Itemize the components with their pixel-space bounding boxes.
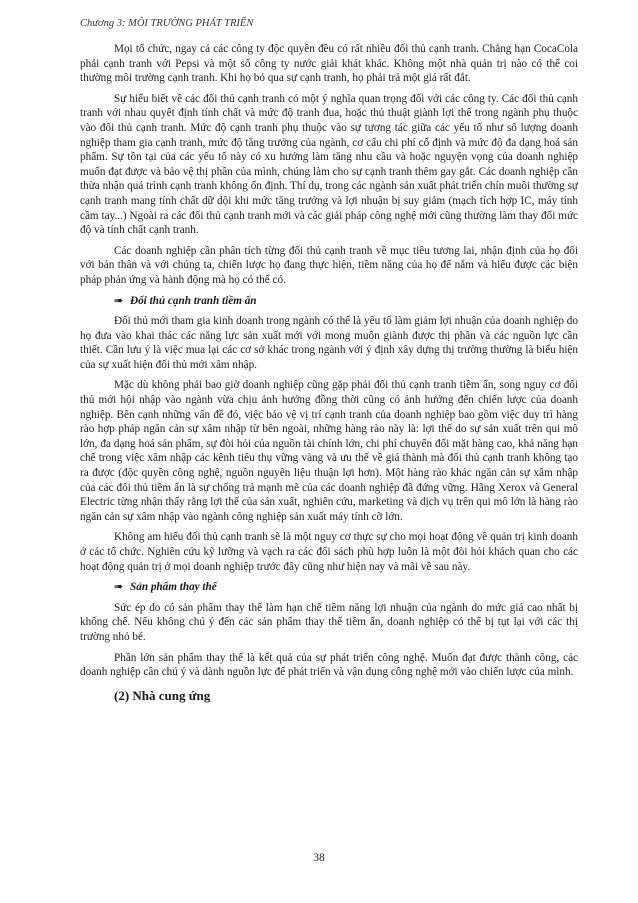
paragraph-substitute-pressure: Sức ép do có sản phẩm thay thế làm hạn chế tiềm năng lợi nhuận của ngành do mức giá cao nhất bị khống chế. Nếu không chú ý đến các sản phẩm thay thế tiềm ẩn, doanh nghiệp có thể bị tụt lại với các thị trường nhỏ bé.	[80, 601, 578, 643]
arrow-right-icon: ➠	[114, 581, 124, 594]
paragraph-competitor-analysis: Các doanh nghiệp cần phân tích từng đối thủ cạnh tranh về mục tiêu tương lai, nhận định của họ đối với bản thân và với chúng ta, chiến lược họ đang thực hiện, tiềm năng của họ để nắm và hiểu được các biện pháp phản ứng và hành động mà họ có thể có.	[80, 244, 578, 286]
section-heading-suppliers: (2) Nhà cung ứng	[114, 687, 211, 703]
paragraph-new-entrants: Đối thủ mới tham gia kinh doanh trong ngành có thể là yếu tố làm giảm lợi nhuận của doanh nghiệp do họ đưa vào khai thác các năng lực sản xuất mới với mong muốn giành được thị phần và các nguồn lực cần thiết. Cần lưu ý là việc mua lại các cơ sở khác trong ngành với ý định xây dựng thị trường thường là biểu hiện của sự xuất hiện đối thủ mới xâm nhập.	[80, 315, 578, 371]
running-header: Chương 3: MÔI TRƯỜNG PHÁT TRIỂN	[80, 18, 254, 29]
page-number: 38	[313, 852, 325, 864]
subheading-potential-competitors	[114, 294, 578, 309]
subheading-substitute-products	[114, 580, 578, 595]
page-body	[80, 42, 578, 704]
paragraph-competitor-risk: Không am hiểu đối thủ cạnh tranh sẽ là một nguy cơ thực sự cho mọi hoạt động về quản trị kinh doanh ở các tổ chức. Nghiên cứu kỹ lưỡng và vạch ra các đối sách phù hợp luôn là một đòi hỏi khách quan cho các hoạt động quản trị ở mọi doanh nghiệp trước đây cũng như hiện nay và mãi về sau này.	[80, 531, 578, 573]
subheading-text: Đối thủ cạnh tranh tiềm ẩn	[130, 294, 257, 307]
arrow-right-icon: ➠	[114, 294, 124, 307]
paragraph-entry-barriers: Mặc dù không phải bao giờ doanh nghiệp cũng gặp phải đối thủ cạnh tranh tiềm ẩn, song nguy cơ đối thủ mới hội nhập vào ngành vừa chịu ảnh hưởng đồng thời cũng có ảnh hưởng đến chiến lược của doanh nghiệp. Bên cạnh những vấn đề đó, việc bảo vệ vị trí cạnh tranh của doanh nghiệp bao gồm việc duy trì hàng rào hợp pháp ngăn cản sự xâm nhập từ bên ngoài, những hàng rào này là: lợi thế do sự sản xuất trên qui mô lớn, đa dạng hoá sản phẩm, sự đòi hỏi của nguồn tài chính lớn, chi phí chuyển đổi mặt hàng cao, khả năng hạn chế trong việc xâm nhập các kênh tiêu thụ vững vàng và ưu thế về giá thành mà đối thủ cạnh tranh không tạo ra được (độc quyền công nghệ, nguồn nguyên liệu thuận lợi hơn). Một hàng rào khác ngăn cản sự xâm nhập của các đối thủ tiềm ẩn là sự chống trả mạnh mẽ của các doanh nghiệp đã đứng vững. Hãng Xerox và General Electric từng nhận thấy rằng lợi thế của sản xuất, nghiên cứu, marketing và dịch vụ trên qui mô lớn là hàng rào ngăn cản sự xâm nhập vào ngành công nghiệp sản xuất máy tính cỡ lớn.	[80, 379, 578, 523]
paragraph-competition-intro: Mọi tổ chức, ngay cả các công ty độc quyền đều có rất nhiều đối thủ cạnh tranh. Chẳng hạn CocaCola phải cạnh tranh với Pepsi và một số công ty nước giải khát khác. Không một nhà quản trị nào có thể coi thường môi trường cạnh tranh. Khi họ bỏ qua sự cạnh tranh, họ phải trả một giá rất đắt.	[80, 43, 578, 85]
subheading-text: Sản phẩm thay thế	[130, 581, 217, 594]
paragraph-substitute-technology: Phần lớn sản phẩm thay thế là kết quả của sự phát triển công nghệ. Muốn đạt được thành công, các doanh nghiệp cần chú ý và dành nguồn lực để phát triển và vận dụng công nghệ mới vào chiến lược của mình.	[80, 651, 578, 679]
paragraph-competitor-knowledge: Sự hiểu biết về các đối thủ cạnh tranh có một ý nghĩa quan trọng đối với các công ty. Các đối thủ cạnh tranh với nhau quyết định tính chất và mức độ tranh đua, hoặc thủ thuật giành lợi thế trong ngành phụ thuộc vào đối thủ cạnh tranh. Mức độ cạnh tranh phụ thuộc vào sự tương tác giữa các yếu tố như số lượng doanh nghiệp tham gia cạnh tranh, mức độ tăng trưởng của ngành, cơ cấu chi phí cố định và mức độ đa dạng hoá sản phẩm. Sự tồn tại của các yếu tố này có xu hướng làm tăng nhu cầu và hoặc nguyện vọng của doanh nghiệp muốn đạt được và bảo vệ thị phần của mình, chúng làm cho sự cạnh tranh thêm gay gắt. Các doanh nghiệp cần thừa nhận quá trình cạnh tranh không ổn định. Thí dụ, trong các ngành sản xuất phát triển chín muồi thường sự cạnh tranh mang tính chất dữ dội khi mức tăng trưởng và lợi nhuận bị suy giảm (mạch tích hợp IC, máy tính cầm tay...) Ngoài ra các đối thủ cạnh tranh mới và các giải pháp công nghệ mới cũng thường làm thay đổi mức độ và tính chất cạnh tranh.	[80, 92, 578, 237]
